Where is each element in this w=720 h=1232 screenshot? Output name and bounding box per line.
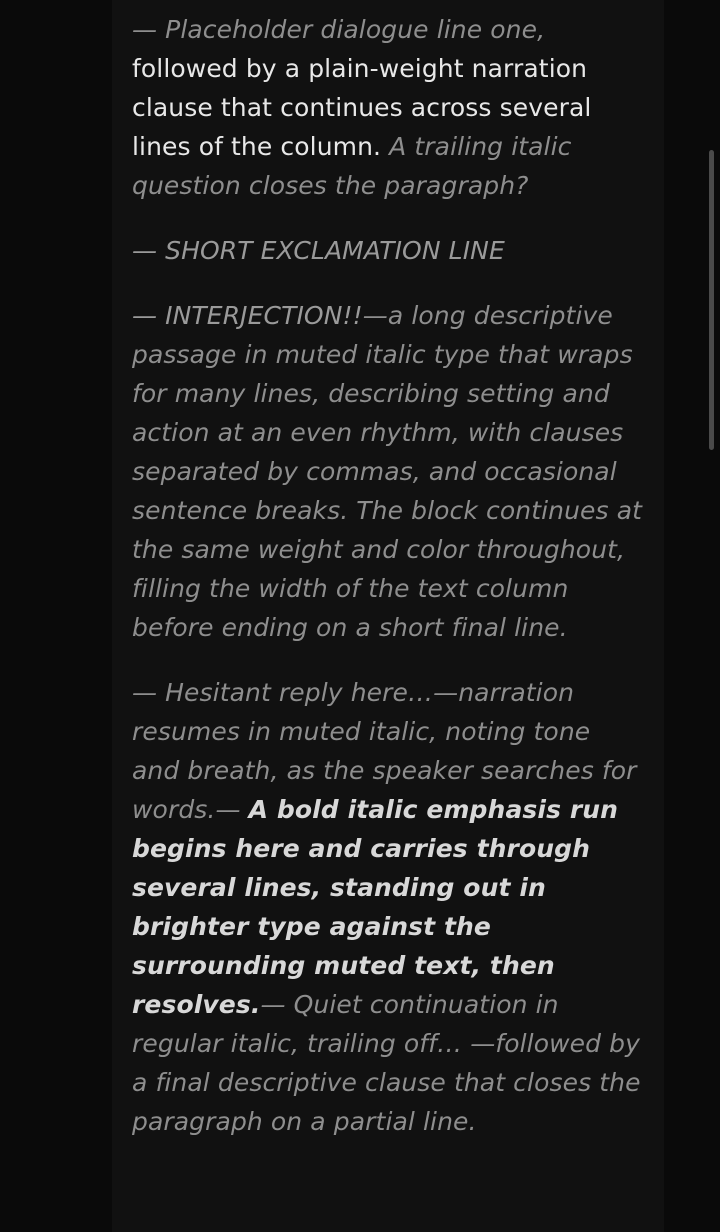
text-run: — Placeholder dialogue line one, (132, 15, 546, 44)
para-4 (132, 673, 642, 1141)
text-run: — Quiet continuation in regular italic, trailing off… —followed by a final descriptive clause that closes the paragraph on a partial line. (132, 990, 641, 1136)
scrollbar-track[interactable] (712, 0, 717, 1232)
text-run: — SHORT EXCLAMATION LINE (132, 236, 505, 265)
text-run: A trailing italic question closes the paragraph? (132, 132, 572, 200)
left-margin (0, 0, 112, 1232)
story-body (132, 10, 642, 1141)
para-3 (132, 296, 642, 647)
text-run: — INTERJECTION!! (132, 301, 363, 330)
text-run: followed by a plain-weight narration clause that continues across several lines of the column. (132, 54, 592, 161)
para-1 (132, 10, 642, 205)
text-run: —a long descriptive passage in muted italic type that wraps for many lines, describing setting and action at an even rhythm, with clauses separated by commas, and occasional sentence breaks. The block continues at the same weight and color throughout, filling the width of the text column before ending on a short final line. (132, 301, 643, 642)
text-run: —narration resumes in muted italic, noting tone and breath, as the speaker searches for words.— (132, 678, 637, 824)
para-2 (132, 231, 642, 270)
text-run: — Hesitant reply here… (132, 678, 434, 707)
scrollbar-thumb[interactable] (709, 150, 714, 450)
text-run: A bold italic emphasis run begins here and carries through several lines, standing out in brighter type against the surrounding muted text, then resolves. (132, 795, 619, 1019)
